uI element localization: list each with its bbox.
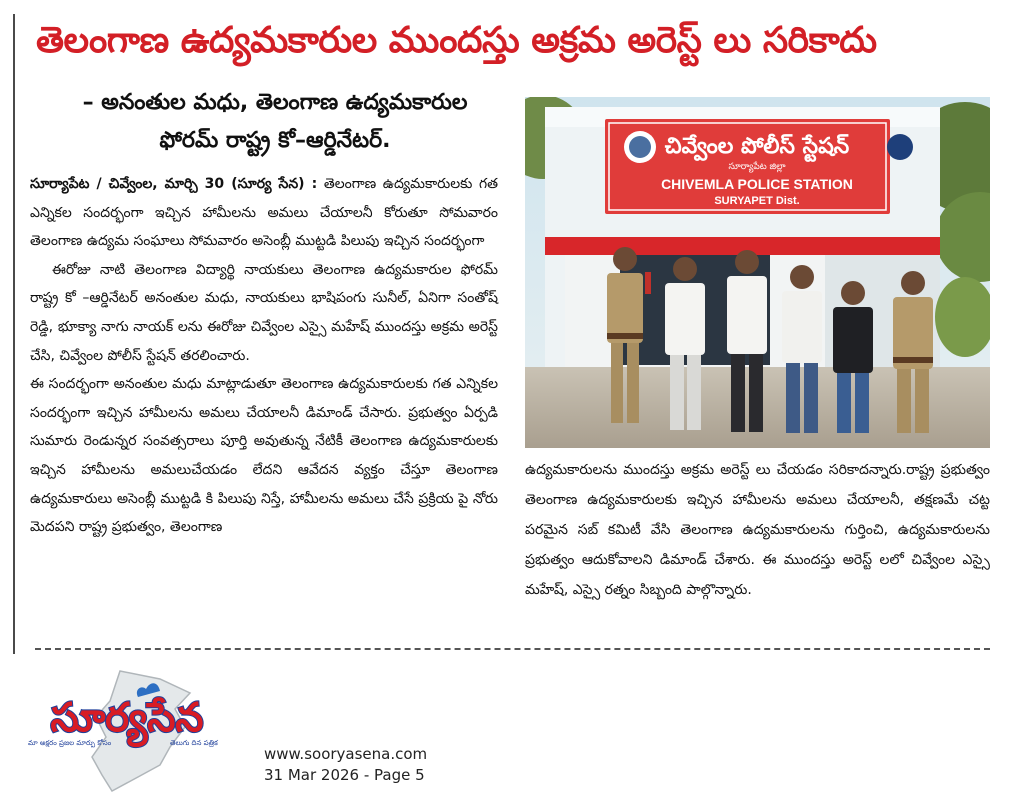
article-subhead-line1: – అనంతుల మధు, తెలంగాణ ఉద్యమకారుల (82, 90, 468, 115)
sign-telugu-sub: సూర్యాపేట జిల్లా (728, 162, 786, 172)
logo-text: సూర్యసేన (50, 695, 204, 741)
sign-district: SURYAPET Dist. (714, 195, 800, 207)
article-subhead-line2: ఫోరమ్ రాష్ట్ర కో–ఆర్డినేటర్. (159, 128, 391, 153)
logo-tagline-right: తెలుగు దిన పత్రిక (170, 739, 218, 747)
police-station-photo-illustration (525, 97, 990, 448)
sign-telugu: చివ్వేంల పోలీస్ స్టేషన్ (664, 134, 850, 159)
sign-english: CHIVEMLA POLICE STATION (661, 176, 853, 192)
news-photo (525, 97, 990, 448)
article-paragraph-3: ఈ సందర్భంగా అనంతుల మధు మాట్లాడుతూ తెలంగాణ ఉద్యమకారులకు గత ఎన్నికల సందర్భంగా ఇచ్చిన హామీలను అమలు చేయాలనీ డిమాండ్ చేసారు. ప్రభుత్వం ఏర్పడి సుమారు రెండున్నర సంవత్సరాలు పూర్తి అవుతున్న నేటికీ తెలంగాణ ఉద్యమకారులకు ఇచ్చిన హామీలను అమలుచేయడం లేదని ఆవేదన వ్యక్తం చేస్తూ తెలంగాణ ఉద్యమకారులు అసెంబ్లీ ముట్టడి కి పిలుపు నిస్తే, హామీలను అమలు చేసే ప్రక్రియ పై నోరు మెదపని రాష్ట్ర ప్రభుత్వం, తెలంగాణ (30, 376, 498, 536)
article-left-column (30, 170, 498, 542)
logo-tagline-left: మా అక్షరం ప్రజల మార్పు కోసం (28, 739, 112, 747)
article-right-column (525, 455, 990, 605)
article-paragraph-2: ఈరోజు నాటి తెలంగాణ విద్యార్థి నాయకులు తెలంగాణ ఉద్యమకారుల ఫోరమ్ రాష్ట్ర కో –ఆర్డినేటర్ అనంతుల మధు, నాయకులు భాషిపంగు సునీల్, ఏనిగా సంతోష్ రెడ్డి, భూక్యా నాగు నాయక్ లను ఈరోజు చివ్వేంల ఎస్సై మహేష్ ముందస్తు అక్రమ అరెస్ట్ చేసి, చివ్వేంల పోలీస్ స్టేషన్ తరలించారు. (30, 261, 498, 364)
footer-website: www.sooryasena.com (264, 745, 428, 763)
article-paragraph-1 (30, 170, 498, 256)
newspaper-logo (10, 665, 245, 795)
dateline: సూర్యాపేట / చివ్వేంల, మార్చి 30 (సూర్య సేన) : (30, 176, 318, 192)
article-paragraph-4: ఉద్యమకారులను ముందస్తు అక్రమ అరెస్ట్ లు చేయడం సరికాదన్నారు.రాష్ట్ర ప్రభుత్వం తెలంగాణ ఉద్యమకారులకు ఇచ్చిన హామీలను అమలు చేయాలనీ, తక్షణమే చట్ట పరమైన సబ్ కమిటీ వేసి తెలంగాణ ఉద్యమకారులను గుర్తించి, ఉద్యమకారులను ప్రభుత్వం ఆదుకోవాలని డిమాండ్ చేశారు. ఈ ముందస్తు అరెస్ట్ లలో చివ్వేంల ఎస్సై మహేష్, ఎస్సై రత్నం సిబ్బంది పాల్గొన్నారు. (525, 462, 990, 598)
paragraph-1-text: తెలంగాణ ఉద్యమకారులకు గత ఎన్నికల సందర్భంగా ఇచ్చిన హామీలను అమలు చేయాలనీ కోరుతూ సోమవారం తెలంగాణ ఉద్యమ సంఘాలు సోమవారం అసెంబ్లీ ముట్టడి పిలుపు ఇచ్చిన సందర్భంగా (30, 176, 498, 250)
sooryasena-logo (10, 665, 245, 795)
footer-date-page: 31 Mar 2026 - Page 5 (264, 766, 425, 784)
footer-divider (35, 648, 990, 650)
left-margin-rule (13, 14, 15, 654)
article-headline: తెలంగాణ ఉద్యమకారుల ముందస్తు అక్రమ అరెస్ట్ లు సరికాదు (36, 20, 877, 61)
